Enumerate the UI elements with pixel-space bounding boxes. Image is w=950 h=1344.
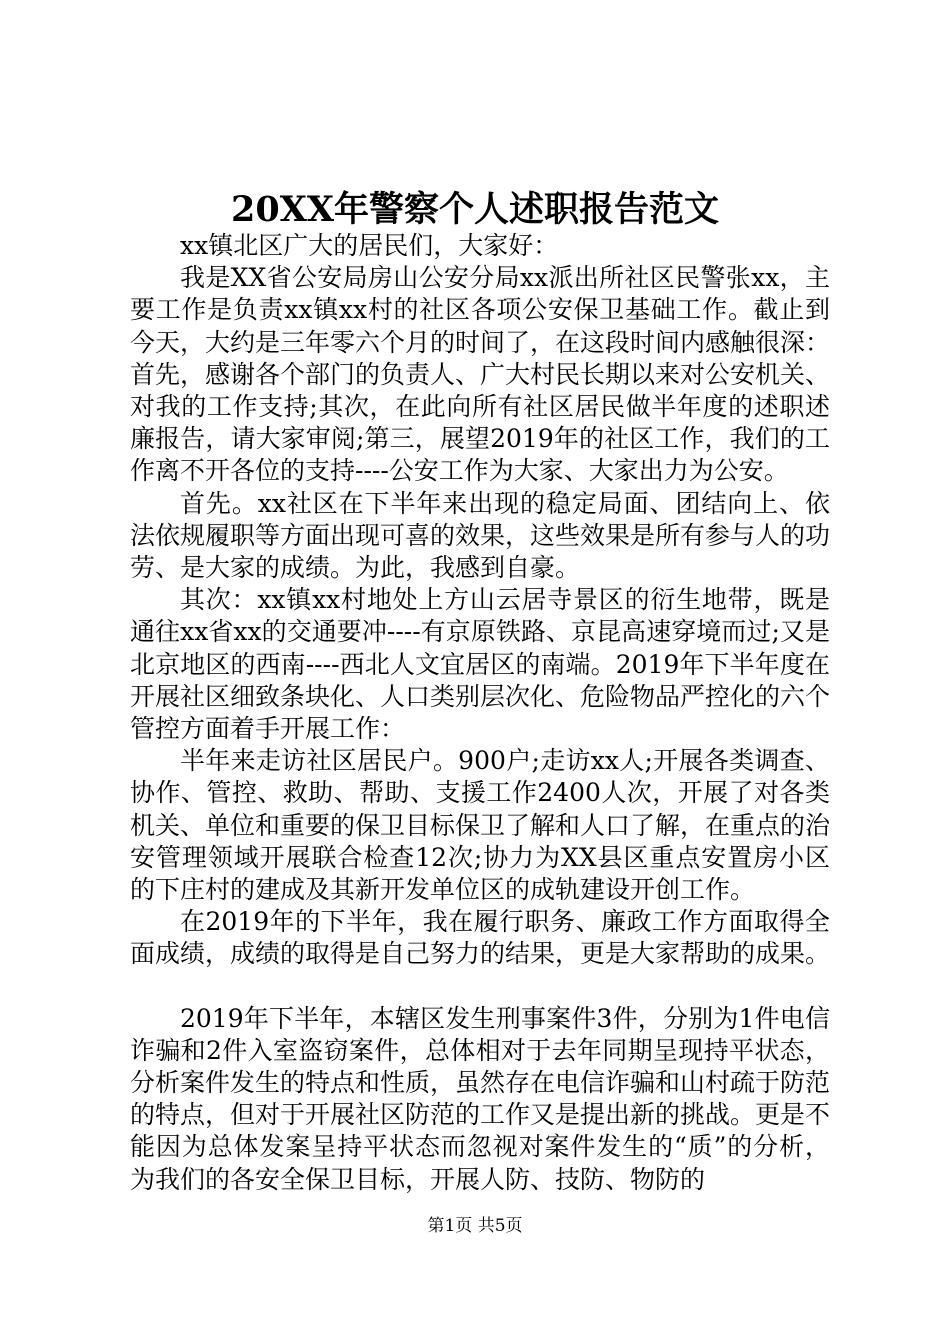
body-paragraph: 2019年下半年，本辖区发生刑事案件3件，分别为1件电信诈骗和2件入室盗窃案件，总体相对于去年同期呈现持平状态，分析案件发生的特点和性质，虽然存在电信诈骗和山村疏于防范的特点，但对于开展社区防范的工作又是提出新的挑战。更是不能因为总体发案呈持平状态而忽视对案件发生的“质”的分析，为我们的各安全保卫目标，开展人防、技防、物防的 (130, 1003, 831, 1194)
document-body (130, 230, 830, 1196)
document-title: 20XX年警察个人述职报告范文 (230, 189, 720, 230)
page-number-footer: 第1页 共5页 (427, 1216, 523, 1236)
salutation-paragraph: xx镇北区广大的居民们，大家好： (180, 231, 559, 260)
body-paragraph: 半年来走访社区居民户。900户;走访xx人;开展各类调查、协作、管控、救助、帮助、支援工作2400人次，开展了对各类机关、单位和重要的保卫目标保卫了解和人口了解，在重点的治安管理领域开展联合检查12次;协力为XX县区重点安置房小区的下庄村的建成及其新开发单位区的成轨建设开创工作。 (130, 746, 831, 905)
body-paragraph: 其次：xx镇xx村地处上方山云居寺景区的衍生地带，既是通往xx省xx的交通要冲----有京原铁路、京昆高速穿境而过;又是北京地区的西南----西北人文宜居区的南端。2019年下半年度在开展社区细致条块化、人口类别层次化、危险物品严控化的六个管控方面着手开展工作： (130, 585, 831, 744)
body-paragraph: 我是XX省公安局房山公安分局xx派出所社区民警张xx，主要工作是负责xx镇xx村的社区各项公安保卫基础工作。截止到今天，大约是三年零六个月的时间了，在这段时间内感触很深：首先，感谢各个部门的负责人、广大村民长期以来对公安机关、对我的工作支持;其次，在此向所有社区居民做半年度的述职述廉报告，请大家审阅;第三，展望2019年的社区工作，我们的工作离不开各位的支持----公安工作为大家、大家出力为公安。 (130, 263, 831, 486)
body-paragraph: 在2019年的下半年，我在履行职务、廉政工作方面取得全面成绩，成绩的取得是自己努力的结果，更是大家帮助的成果。 (130, 907, 831, 969)
body-paragraph: 首先。xx社区在下半年来出现的稳定局面、团结向上、依法依规履职等方面出现可喜的效果，这些效果是所有参与人的功劳、是大家的成绩。为此，我感到自豪。 (130, 488, 831, 583)
